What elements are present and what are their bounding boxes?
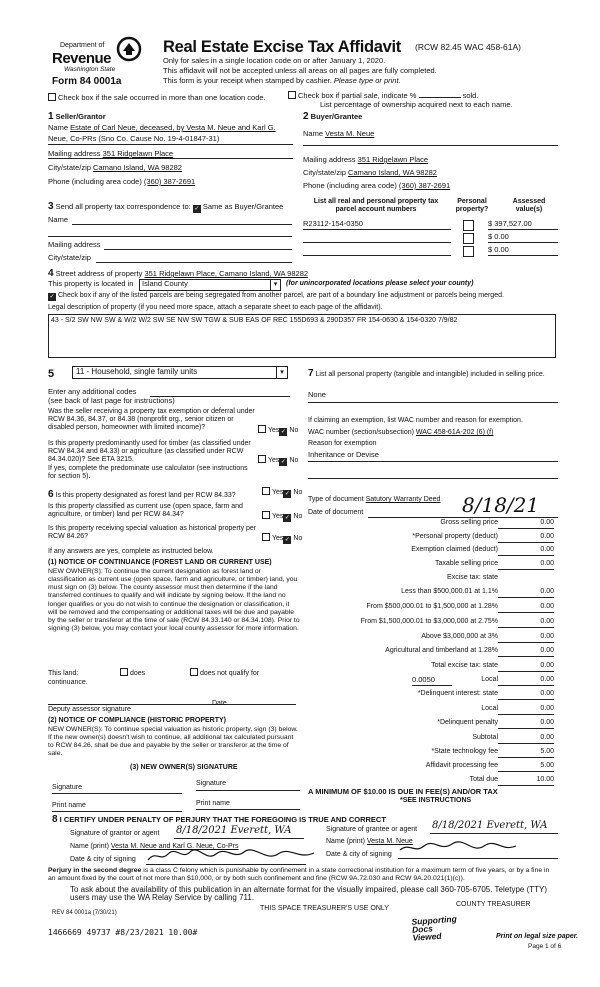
located-label: This property is located in xyxy=(48,279,134,288)
sec5-q1-answer[interactable]: Yes✓ No xyxy=(258,425,298,436)
tax-row-agricultural[interactable]: Agricultural and timberland at 1.28% 0.00 xyxy=(310,647,558,658)
same-as-buyer-checkbox[interactable]: ✓ xyxy=(194,206,200,212)
personal-property-checkbox-2[interactable] xyxy=(463,233,474,244)
does-not-qualify-option[interactable]: does not qualify for xyxy=(190,668,259,678)
deputy-date-label: Date xyxy=(212,700,227,707)
sec5-q2: Is this property predominantly used for timber (as classified under RCW 84.34 and 84.33) or agriculture (as classified under RCW 84.34.020)? See ETA 3215. xyxy=(48,440,251,464)
sec3-address-label: Mailing address xyxy=(48,240,101,249)
grantee-signature[interactable]: 8/18/2021 Everett, WA xyxy=(432,820,548,831)
doc-date-label: Date of document xyxy=(308,509,364,516)
buyer-heading: 2 Buyer/Grantee xyxy=(303,111,363,122)
new-owner-signature-2[interactable]: Signature xyxy=(196,780,226,787)
tax-row-exemption[interactable]: Exemption claimed (deduct) 0.00 xyxy=(310,546,558,557)
tax-row-local[interactable]: Local 0.00 xyxy=(310,676,558,687)
tax-row-bracket-4[interactable]: Above $3,000,000 at 3% 0.00 xyxy=(310,633,558,644)
minimum-due-note: A MINIMUM OF $10.00 IS DUE IN FEE(S) AND/OR TAX xyxy=(308,787,498,796)
sec6-q3: Is this property receiving special valuation as historical property per RCW 84.26? xyxy=(48,525,257,541)
header-note-3: This form is your receipt when stamped by cashier. Please type or print. xyxy=(163,76,401,85)
header-note-1: Only for sales in a single location code on or after January 1, 2020. xyxy=(163,56,386,65)
parcels-col3-header: Assessed value(s) xyxy=(512,198,546,214)
tax-row-excise-header: Excise tax: state xyxy=(447,574,498,581)
seller-name-line2[interactable]: Neue, Co-PRs (Sno Co. Cause No. 19-4-01847-31) xyxy=(48,135,293,145)
segregated-checkbox[interactable]: ✓ xyxy=(49,294,55,300)
additional-codes-label: Enter any additional codes xyxy=(48,387,137,396)
parcels-col2-header: Personal property? xyxy=(455,198,489,214)
doc-date-handwritten[interactable]: 8/18/21 xyxy=(462,493,540,517)
list-pct-note: List percentage of ownership acquired next to each name. xyxy=(320,100,513,109)
new-owner-print-1[interactable]: Print name xyxy=(52,802,86,809)
parcel-number-3[interactable] xyxy=(303,246,451,256)
grantor-signature[interactable]: 8/18/2021 Everett, WA xyxy=(176,825,292,836)
personal-property-checkbox-1[interactable] xyxy=(463,220,474,231)
sec6-q1: 6 Is this property designated as forest land per RCW 84.33? xyxy=(48,489,236,500)
tax-row-taxable[interactable]: Taxable selling price 0.00 xyxy=(310,560,558,571)
tax-row-delinquent-local[interactable]: Local 0.00 xyxy=(310,705,558,716)
legal-description-label: Legal description of property (if you need more space, attach a separate sheet to each page of the affidavit). xyxy=(48,304,383,311)
deputy-signature-label: Deputy assessor signature xyxy=(48,706,131,713)
tax-row-personal[interactable]: *Personal property (deduct) 0.00 xyxy=(310,533,558,544)
parcel-number-2[interactable] xyxy=(303,233,451,243)
state-label: Washington State xyxy=(64,66,116,73)
county-select[interactable]: Island County ▾ xyxy=(139,279,281,291)
seller-heading: 1 Seller/Grantor xyxy=(48,111,106,122)
multi-location-check[interactable]: Check box if the sale occurred in more than one location code. xyxy=(48,93,266,103)
assessed-value-2[interactable]: $ 0.00 xyxy=(488,233,558,243)
parcel-number-1[interactable]: R23112-154-0350 xyxy=(303,220,451,230)
street-address-field[interactable]: 4 Street address of property 351 Ridgelawn Place, Camano Island, WA 98282 xyxy=(48,268,309,279)
legal-paper-note: Print on legal size paper. xyxy=(496,933,579,940)
grantor-name-field[interactable]: Name (print) Vesta M. Neue and Karl G. Neue, Co-Prs xyxy=(70,843,239,850)
dept-label: Department of xyxy=(60,42,105,49)
notice-compliance-title: (2) NOTICE OF COMPLIANCE (HISTORIC PROPERTY) xyxy=(48,717,226,724)
buyer-city-field[interactable]: City/state/zip Camano Island, WA 98282 xyxy=(303,168,437,177)
assessed-value-3[interactable]: $ 0.00 xyxy=(488,246,558,256)
new-owner-print-2[interactable]: Print name xyxy=(196,800,230,807)
partial-sale-check[interactable]: Check box if partial sale, indicate % sold. xyxy=(288,91,478,101)
personal-property-value[interactable]: None xyxy=(308,390,326,399)
tax-row-delinquent-state[interactable]: *Delinquent interest: state 0.00 xyxy=(310,690,558,701)
local-rate[interactable]: 0.0050 xyxy=(412,676,452,686)
wac-number-field[interactable]: WAC number (section/subsection) WAC 458-61A-202 (6) (f) xyxy=(308,429,494,436)
sec7-heading: 7 List all personal property (tangible and intangible) included in selling price. xyxy=(308,368,545,379)
buyer-address-field[interactable]: Mailing address 351 Ridgelawn Place xyxy=(303,155,429,164)
tax-row-total-state[interactable]: Total excise tax: state 0.00 xyxy=(310,662,558,673)
this-land-label: This land: xyxy=(48,670,79,677)
seller-address-field[interactable]: Mailing address 351 Ridgelawn Place xyxy=(48,149,174,158)
parcels-col1-header: List all real and personal property tax parcel account numbers xyxy=(313,198,439,214)
revision-label: REV 84 0001a (7/30/21) xyxy=(52,910,117,916)
notice-continuance-title: (1) NOTICE OF CONTINUANCE (FOREST LAND OR CURRENT USE) xyxy=(48,559,272,566)
grantor-handwritten-signature xyxy=(146,848,316,864)
new-owner-signature-title: (3) NEW OWNER(S) SIGNATURE xyxy=(130,764,238,771)
sec5-number: 5 xyxy=(48,368,55,380)
tax-row-subtotal[interactable]: Subtotal 0.00 xyxy=(310,734,558,745)
revenue-logo-icon xyxy=(116,36,142,62)
sec5-q1: Was the seller receiving a property tax exemption or deferral under RCW 84.36, 84.37, or 84.38 (nonprofit org., senior citizen or disabled person, homeowner with limited income)? xyxy=(48,408,255,432)
perjury-warning: Perjury in the second degree is a class C felony which is punishable by confinement in a state correctional institution for a maximum term of five years, or by a fine in an amount fixed by the court of not more than $10,000, or by both such confinement and fine (RCW 9A.72.030 and RCW 9A.20.021(1)(c)). xyxy=(48,867,550,882)
continuance-label: continuance. xyxy=(48,679,88,686)
sec6-q2-answer[interactable]: Yes✓ No xyxy=(262,511,302,522)
seller-name-field[interactable]: Name Estate of Carl Neue, deceased, by Vesta M. Neue and Karl G. xyxy=(48,123,276,132)
cashier-stamp: 1466669 49737 #8/23/2021 10.00# xyxy=(48,928,198,937)
see-instructions-note: *SEE INSTRUCTIONS xyxy=(400,797,472,804)
doc-type-field[interactable]: Type of document Satutory Warranty Deed xyxy=(308,496,441,503)
new-owner-signature-1[interactable]: Signature xyxy=(52,784,82,791)
tax-row-penalty[interactable]: *Delinquent penalty 0.00 xyxy=(310,719,558,730)
alternate-format-note: To ask about the availability of this publication in an alternate format for the visually impaired, please call 360-705-6705. Teletype (TTY) users may use the WA Relay Service by calling 711. xyxy=(70,885,547,903)
chevron-down-icon[interactable]: ▾ xyxy=(276,367,287,378)
legal-description-input[interactable]: 43 - S/2 SW NW SW & W/2 W/2 SW SE NW SW TGW & SUB EAS OF REC 155D693 & 290D357 FR 154-0630 & 154-0320 7/9/82 xyxy=(48,314,556,358)
assessed-value-1[interactable]: $ 397,527.00 xyxy=(488,220,558,230)
header-note-2: This affidavit will not be accepted unless all areas on all pages are fully completed. xyxy=(163,66,437,75)
page-number: Page 1 of 6 xyxy=(528,943,562,950)
grantor-date-label: Date & city of signing xyxy=(70,856,136,863)
tax-row-bracket-2[interactable]: From $500,000.01 to $1,500,000 at 1.28% 0.00 xyxy=(310,603,558,614)
unincorporated-note: (for unincorporated locations please select your county) xyxy=(286,280,474,287)
revenue-logo-text: Revenue xyxy=(52,50,112,67)
partial-sale-checkbox[interactable] xyxy=(288,91,296,99)
notice-compliance-body: NEW OWNER(S): To continue special valuation as historic property, sign (3) below. If the new owner(s) doesn't wish to continue, all additional tax calculated pursuant to RCW 84.26, shall be due and payable by the seller or transferor at the time of sale. xyxy=(48,726,298,758)
tax-row-gross[interactable]: Gross selling price 0.00 xyxy=(310,519,558,530)
does-qualify-option[interactable]: does xyxy=(120,668,145,678)
sec6-q2: Is this property classified as current use (open space, farm and agriculture, or timber) land per RCW 84.34? xyxy=(48,503,243,519)
multi-location-checkbox[interactable] xyxy=(48,93,56,101)
tax-row-bracket-3[interactable]: From $1,500,000.01 to $3,000,000 at 2.75% 0.00 xyxy=(310,618,558,629)
tax-row-total-due[interactable]: Total due 10.00 xyxy=(310,776,558,787)
chevron-down-icon[interactable]: ▾ xyxy=(270,280,280,290)
tax-row-bracket-1[interactable]: Less than $500,000.01 at 1.1% 0.00 xyxy=(310,588,558,599)
certify-statement: 8 I CERTIFY UNDER PENALTY OF PERJURY THAT THE FOREGOING IS TRUE AND CORRECT xyxy=(52,814,386,825)
exemption-reason-label: Reason for exemption xyxy=(308,440,377,447)
grantee-handwritten-signature xyxy=(398,840,518,856)
exemption-question: If claiming an exemption, list WAC number and reason for exemption. xyxy=(308,417,523,424)
sec3-city-label: City/state/zip xyxy=(48,253,91,262)
form-title: Real Estate Excise Tax Affidavit xyxy=(163,38,402,56)
segregated-check[interactable]: ✓ Check box if any of the listed parcels are being segregated from another parcel, are part of a boundary line adjustment or parcels being merged. xyxy=(49,292,504,300)
form-number: Form 84 0001a xyxy=(52,76,122,87)
sec3-heading: 3 Send all property tax correspondence to: ✓ Same as Buyer/Grantee xyxy=(48,201,284,212)
buyer-phone-field[interactable]: Phone (including area code) (360) 387-2691 xyxy=(303,181,451,190)
see-back-note: (see back of last page for instructions) xyxy=(48,396,175,405)
sec6-q3-answer[interactable]: Yes✓ No xyxy=(262,533,302,544)
grantee-date-label: Date & city of signing xyxy=(326,851,392,858)
grantee-name-field[interactable]: Name (print) Vesta M. Neue xyxy=(326,838,413,845)
notice-continuance-body: NEW OWNER(S): To continue the current designation as forest land or classification as current use (open space, farm and agriculture, or timber) land, you must sign on (3) below. The county assessor must then determine if the land transferred continues to qualify and will indicate by signing below. If the land no longer qualifies or you do not wish to continue the designation or classification, it will be removed and the compensating or additional taxes will be due and payable by the seller or transferor at the time of sale (RCW 84.33.140 or 84.34.108). Prior to signing (3) below, you may contact your local county assessor for more information. xyxy=(48,568,300,633)
personal-property-checkbox-3[interactable] xyxy=(463,246,474,257)
buyer-name-field[interactable]: Name Vesta M. Neue xyxy=(303,129,375,138)
sec6-q1-answer[interactable]: Yes✓ No xyxy=(262,487,302,498)
form-rcw: (RCW 82.45 WAC 458-61A) xyxy=(415,42,521,52)
grantor-signature-label: Signature of grantor or agent xyxy=(70,830,160,837)
county-treasurer-label: COUNTY TREASURER xyxy=(456,901,531,908)
sec3-name-label: Name xyxy=(48,215,69,224)
grantee-signature-label: Signature of grantee or agent xyxy=(326,826,418,833)
sec6-ifany: If any answers are yes, complete as instructed below. xyxy=(48,548,214,555)
supporting-docs-stamp: Supporting Docs Viewed xyxy=(411,913,458,943)
seller-city-field[interactable]: City/state/zip Camano Island, WA 98282 xyxy=(48,163,182,172)
sec5-q2-answer[interactable]: Yes✓ No xyxy=(258,455,298,466)
seller-phone-field[interactable]: Phone (including area code) (360) 387-2691 xyxy=(48,177,196,186)
tax-row-tech-fee[interactable]: *State technology fee 5.00 xyxy=(310,748,558,759)
use-code-select[interactable]: 11 - Household, single family units ▾ xyxy=(72,366,288,379)
treasurer-only-label: THIS SPACE TREASURER'S USE ONLY xyxy=(260,905,389,912)
sec5-q2b: If yes, complete the predominate use calculator (see instructions for section 5). xyxy=(48,465,248,481)
tax-row-processing-fee[interactable]: Affidavit processing fee 5.00 xyxy=(310,762,558,773)
exemption-reason-value[interactable]: Inheritance or Devise xyxy=(308,450,379,459)
